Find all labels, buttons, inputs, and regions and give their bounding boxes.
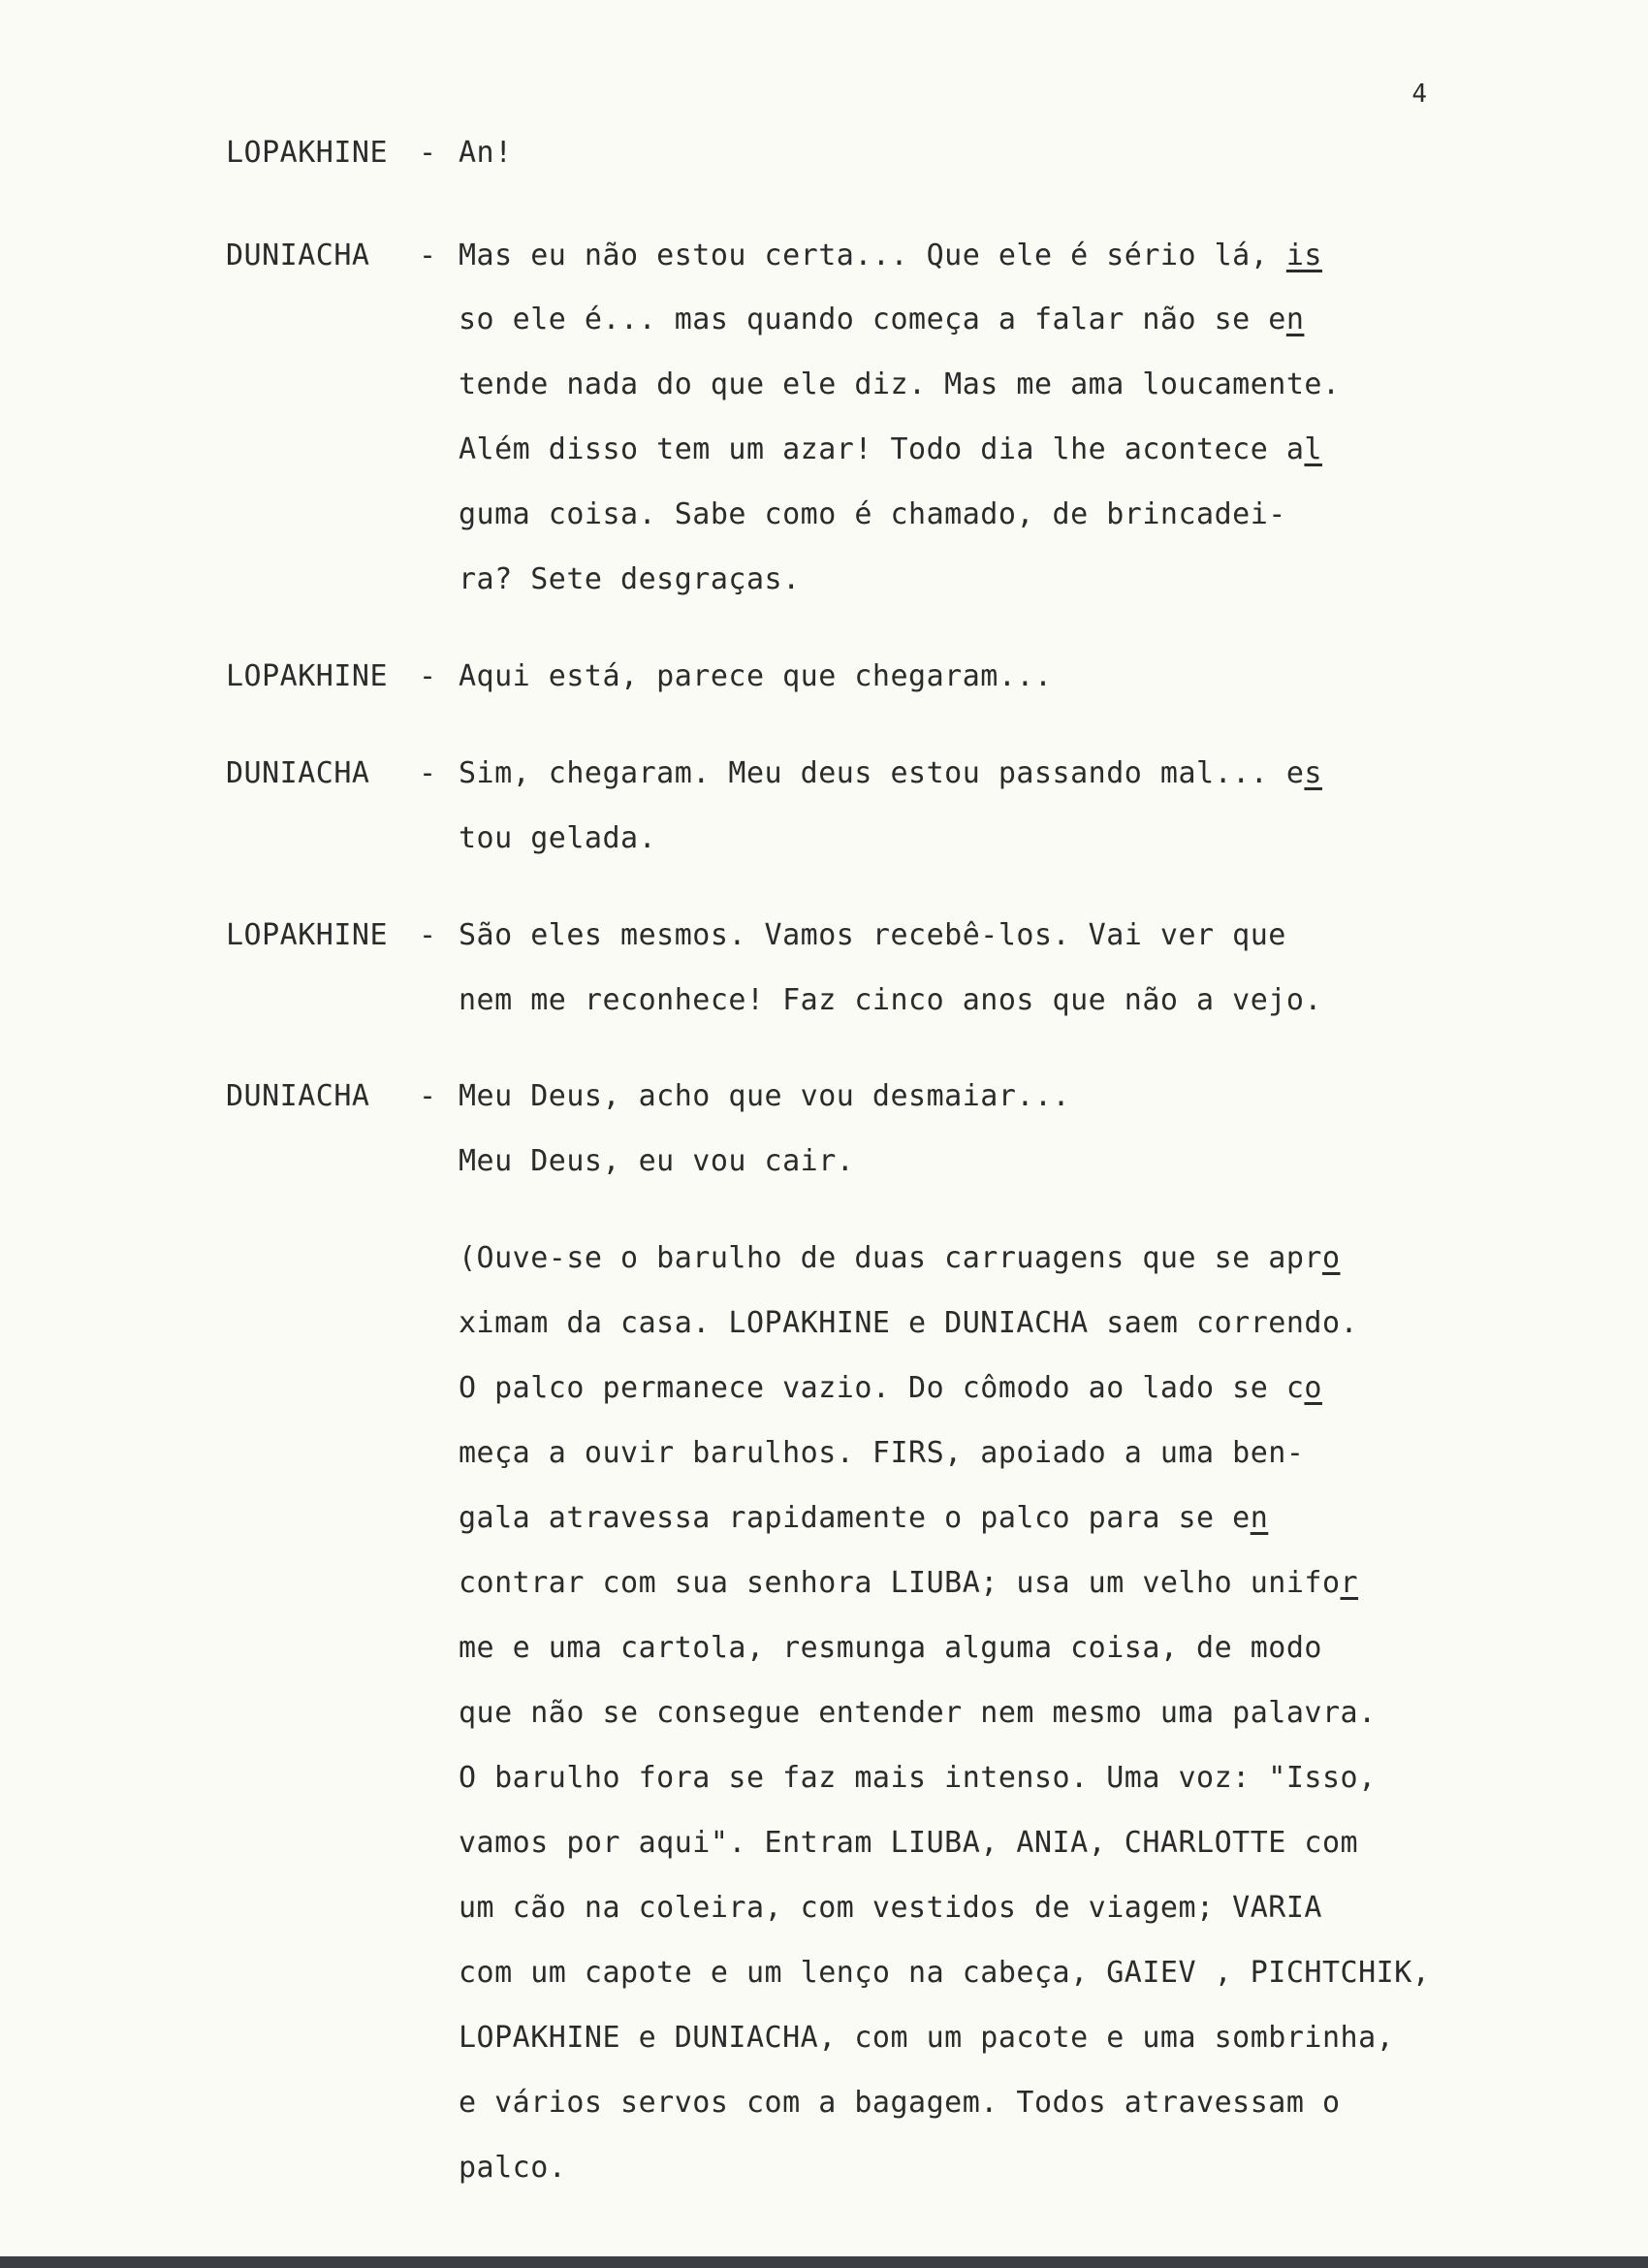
- line-text: O palco permanece vazio. Do cômodo ao lado se c: [459, 1371, 1305, 1405]
- dialogue-line: nem me reconhece! Faz cinco anos que não a vejo.: [459, 983, 1322, 1017]
- stage-direction-line: um cão na coleira, com vestidos de viagem; VARIA: [459, 1891, 1322, 1925]
- dialogue-dash: -: [419, 239, 437, 272]
- stage-direction-line: com um capote e um lenço na cabeça, GAIEV , PICHTCHIK,: [459, 1956, 1431, 1990]
- speaker-name: LOPAKHINE: [226, 918, 389, 952]
- dialogue-line: ra? Sete desgraças.: [459, 562, 801, 596]
- speaker-name: DUNIACHA: [226, 1079, 370, 1113]
- stage-direction-line: palco.: [459, 2151, 567, 2185]
- dialogue-line: [459, 756, 1322, 790]
- underlined-syllable: r: [1340, 1566, 1359, 1600]
- underlined-syllable: n: [1250, 1501, 1269, 1535]
- underlined-syllable: o: [1304, 1371, 1322, 1405]
- line-text: Sim, chegaram. Meu deus estou passando mal... e: [459, 756, 1305, 790]
- dialogue-line: São eles mesmos. Vamos recebê-los. Vai ver que: [459, 918, 1286, 952]
- line-text: gala atravessa rapidamente o palco para se e: [459, 1501, 1251, 1535]
- line-text: (Ouve-se o barulho de duas carruagens que se apr: [459, 1241, 1322, 1275]
- line-text: so ele é... mas quando começa a falar não se e: [459, 303, 1286, 336]
- dialogue-line: guma coisa. Sabe como é chamado, de brincadei-: [459, 497, 1286, 531]
- stage-direction-line: [459, 1566, 1358, 1600]
- dialogue-line: [459, 303, 1304, 336]
- underlined-syllable: s: [1304, 756, 1322, 790]
- stage-direction-line: [459, 1371, 1322, 1405]
- stage-direction-line: me e uma cartola, resmunga alguma coisa, de modo: [459, 1631, 1322, 1665]
- line-text: Além disso tem um azar! Todo dia lhe acontece a: [459, 432, 1305, 466]
- dialogue-line: Meu Deus, eu vou cair.: [459, 1144, 855, 1178]
- stage-direction-line: ximam da casa. LOPAKHINE e DUNIACHA saem correndo.: [459, 1306, 1359, 1340]
- stage-direction-line: [459, 1241, 1341, 1275]
- dialogue-line: tou gelada.: [459, 821, 657, 855]
- dialogue-line: An!: [459, 136, 513, 170]
- stage-direction-line: LOPAKHINE e DUNIACHA, com um pacote e uma sombrinha,: [459, 2021, 1395, 2055]
- line-text: Mas eu não estou certa... Que ele é sério lá,: [459, 239, 1286, 272]
- underlined-syllable: n: [1285, 303, 1305, 336]
- underlined-syllable: l: [1304, 432, 1322, 466]
- dialogue-line: [459, 239, 1322, 272]
- underlined-syllable: o: [1321, 1241, 1341, 1275]
- underlined-syllable: is: [1285, 239, 1322, 272]
- page-number: 4: [1411, 80, 1427, 109]
- dialogue-dash: -: [419, 918, 437, 952]
- dialogue-line: Meu Deus, acho que vou desmaiar...: [459, 1079, 1071, 1113]
- speaker-name: LOPAKHINE: [226, 136, 389, 170]
- speaker-name: LOPAKHINE: [226, 659, 389, 693]
- dialogue-dash: -: [419, 756, 437, 790]
- dialogue-line: [459, 432, 1322, 466]
- dialogue-dash: -: [419, 1079, 437, 1113]
- stage-direction-line: meça a ouvir barulhos. FIRS, apoiado a uma ben-: [459, 1436, 1305, 1470]
- dialogue-dash: -: [419, 659, 437, 693]
- scan-bottom-edge: [0, 2256, 1648, 2268]
- line-text: contrar com sua senhora LIUBA; usa um velho unifo: [459, 1566, 1341, 1600]
- dialogue-dash: -: [419, 136, 437, 170]
- speaker-name: DUNIACHA: [226, 756, 370, 790]
- stage-direction-line: [459, 1501, 1268, 1535]
- stage-direction-line: que não se consegue entender nem mesmo uma palavra.: [459, 1696, 1377, 1730]
- stage-direction-line: O barulho fora se faz mais intenso. Uma voz: "Isso,: [459, 1761, 1377, 1795]
- dialogue-line: tende nada do que ele diz. Mas me ama loucamente.: [459, 367, 1341, 401]
- stage-direction-line: e vários servos com a bagagem. Todos atravessam o: [459, 2086, 1341, 2120]
- dialogue-line: Aqui está, parece que chegaram...: [459, 659, 1053, 693]
- speaker-name: DUNIACHA: [226, 239, 370, 272]
- stage-direction-line: vamos por aqui". Entram LIUBA, ANIA, CHARLOTTE com: [459, 1826, 1359, 1860]
